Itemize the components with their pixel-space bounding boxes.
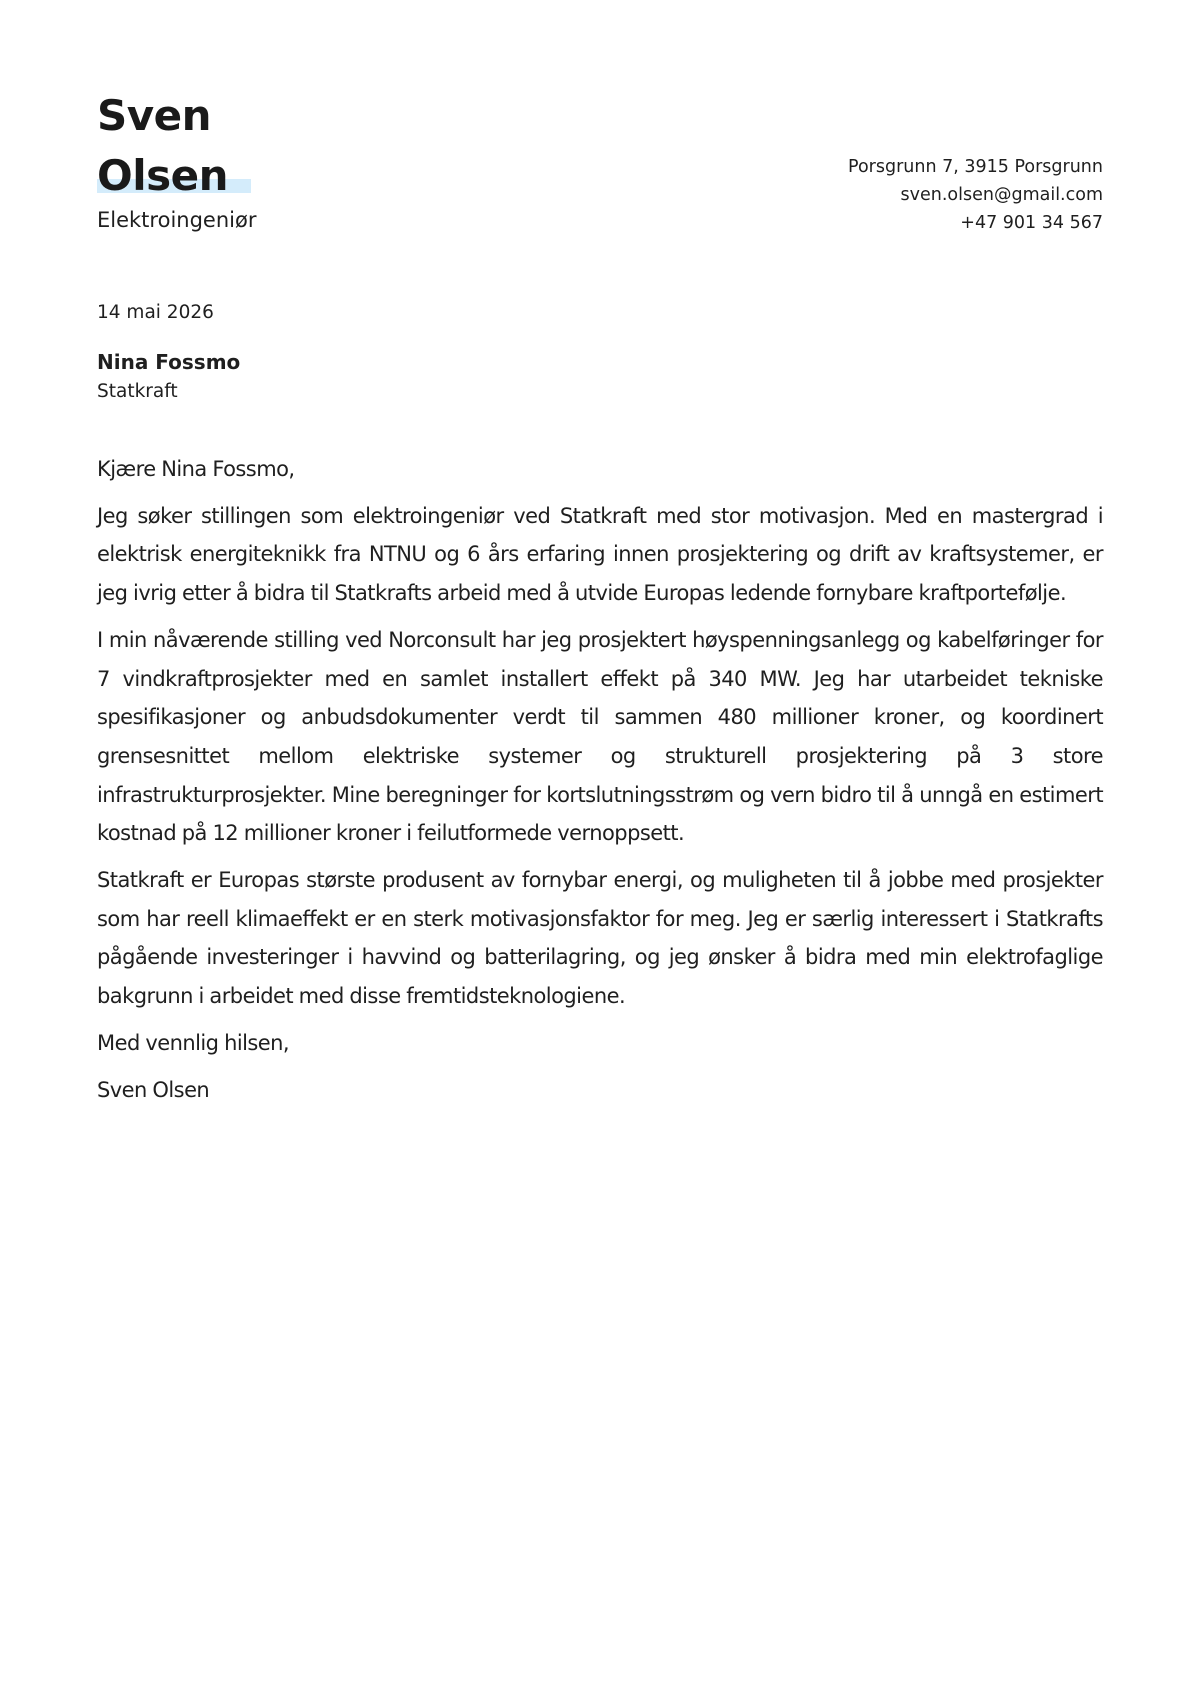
letter-closing: Med vennlig hilsen, bbox=[97, 1030, 290, 1055]
contact-address: Porsgrunn 7, 3915 Porsgrunn bbox=[848, 157, 1103, 177]
letter-paragraph: Statkraft er Europas største produsent av fornybar energi, og muligheten til å jobbe med prosjekter som har reell klimaeffekt er en sterk motivasjonsfaktor for meg. Jeg er særlig interessert i Statkrafts pågående investeringer i havvind og batterilagring, og jeg ønsker å bidra med min elektrofaglige bakgrunn i arbeidet med disse fremtidsteknologiene. bbox=[97, 868, 1103, 1009]
letter-paragraph: Jeg søker stillingen som elektroingeniør ved Statkraft med stor motivasjon. Med en mastergrad i elektrisk energiteknikk fra NTNU og 6 års erfaring innen prosjektering og drift av kraftsystemer, er jeg ivrig etter å bidra til Statkrafts arbeid med å utvide Europas ledende fornybare kraftportefølje. bbox=[97, 503, 1103, 606]
contact-phone: +47 901 34 567 bbox=[960, 213, 1103, 233]
letter-paragraph: I min nåværende stilling ved Norconsult har jeg prosjektert høyspenningsanlegg og kabelføringer for 7 vindkraftprosjekter med en samlet installert effekt på 340 MW. Jeg har utarbeidet tekniske spesifikasjoner og anbudsdokumenter verdt til sammen 480 millioner kroner, og koordinert grensesnittet mellom elektriske systemer og strukturell prosjektering på 3 store infrastrukturprosjekter. Mine beregninger for kortslutningsstrøm og vern bidro til å unngå en estimert kostnad på 12 millioner kroner i feilutformede vernoppsett. bbox=[97, 627, 1103, 846]
first-name: Sven bbox=[97, 91, 212, 140]
cover-letter-page bbox=[97, 0, 1103, 1683]
recipient-company: Statkraft bbox=[97, 381, 178, 402]
recipient-block bbox=[97, 347, 240, 407]
last-name-wrapper bbox=[97, 146, 228, 206]
letter-body bbox=[97, 450, 1103, 1117]
letter-date: 14 mai 2026 bbox=[97, 302, 214, 323]
letter-signature: Sven Olsen bbox=[97, 1077, 210, 1102]
recipient-name: Nina Fossmo bbox=[97, 350, 241, 374]
name-highlight-bar bbox=[97, 179, 251, 193]
job-title: Elektroingeniør bbox=[97, 208, 257, 232]
contact-info bbox=[848, 153, 1103, 237]
contact-email: sven.olsen@gmail.com bbox=[900, 185, 1103, 205]
last-name-overlay: Olsen bbox=[97, 151, 228, 200]
letter-greeting: Kjære Nina Fossmo, bbox=[97, 457, 295, 481]
